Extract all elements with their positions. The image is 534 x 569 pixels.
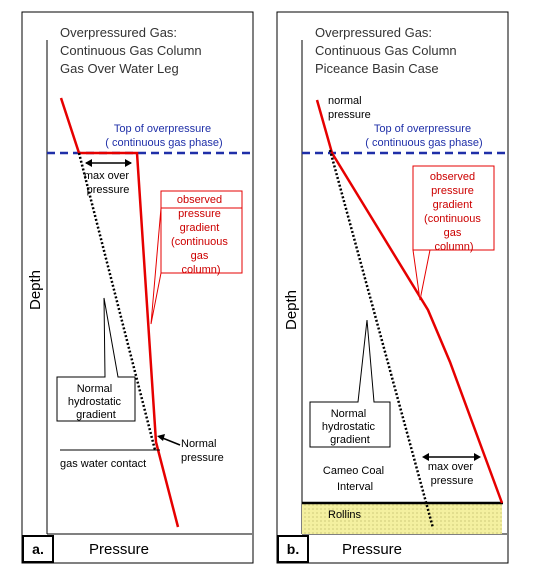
panel-a-frame [22, 12, 253, 563]
panel-a-title: Overpressured Gas: Continuous Gas Column Gas Over Water Leg [60, 25, 202, 76]
panel-b-y-axis-label: Depth [283, 289, 300, 331]
panel-b-title: Overpressured Gas: Continuous Gas Column Piceance Basin Case [315, 25, 457, 76]
panel-b-max-over-label: max over pressure [427, 461, 474, 487]
panel-a-max-over-label: max over pressure [83, 170, 130, 196]
panel-b-hydrostatic-label: Normal hydrostatic gradient [321, 408, 376, 446]
panel-a-top-overpressure-label: Top of overpressure ( continuous gas phase) [105, 123, 223, 149]
panel-b-cameo-label: Cameo Coal Interval [322, 465, 385, 493]
panel-a-hydrostatic-label: Normal hydrostatic gradient [67, 383, 122, 421]
panel-a-badge-label: a. [32, 541, 44, 557]
panel-a-y-axis-label: Depth [27, 269, 44, 311]
panel-a-observed-label: observed pressure gradient (continuous gas column) [171, 194, 228, 276]
panel-a-normal-pressure-label: Normal pressure [181, 438, 224, 464]
panel-a-x-axis-label: Pressure [88, 541, 150, 558]
panel-b-rollins-label: Rollins [328, 509, 362, 521]
panel-b-x-axis-label: Pressure [341, 541, 403, 558]
panel-b-observed-label: observed pressure gradient (continuous gas column) [424, 171, 481, 253]
panel-b-normal-pressure-label: normal pressure [328, 95, 371, 121]
panel-a [22, 12, 253, 563]
panel-a-gas-water-contact-label: gas water contact [60, 458, 147, 470]
panel-b-badge-label: b. [286, 541, 300, 557]
panel-b [277, 12, 508, 563]
panel-b-top-overpressure-label: Top of overpressure ( continuous gas phase) [365, 123, 483, 149]
